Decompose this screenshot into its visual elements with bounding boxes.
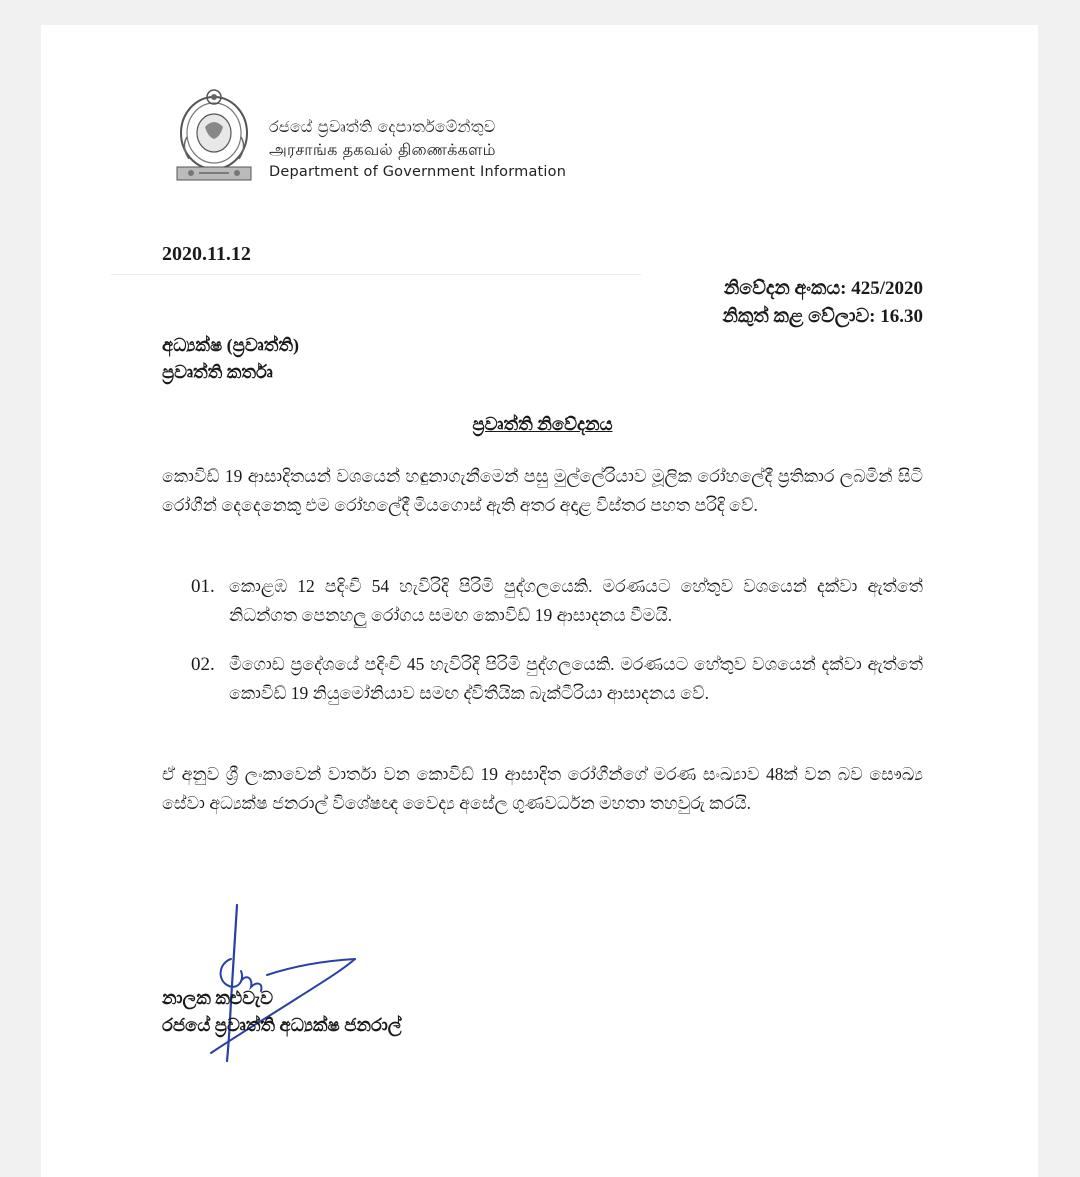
signatory-title: රජයේ ප්‍රවෘත්ති අධ්‍යක්ෂ ජනරාල් (162, 1015, 402, 1035)
sri-lanka-emblem-icon (175, 87, 253, 183)
signatory-block (162, 985, 402, 1039)
page-title (162, 414, 923, 435)
addressee-line-2: ප්‍රවෘත්ති කර්තෘ (162, 362, 273, 382)
issue-time: නිකුත් කළ වේලාව: 16.30 (722, 306, 923, 327)
closing-paragraph: ඒ අනුව ශ්‍රී ලංකාවෙන් වාර්තා වන කොවිඩ් 19 ආසාදිත රෝගීන්ගේ මරණ සංඛ්‍යාව 48ක් වන බව සෞඛ්‍ය සේවා අධ්‍යක්ෂ ජනරාල් විශේෂඥ වෛද්‍ය අසේල ගුණවර්ධන මහතා තහවුරු කරයි. (162, 764, 923, 813)
divider (111, 274, 641, 275)
letterhead (175, 87, 635, 187)
document-page (41, 25, 1038, 1177)
list-item-number: 01. (191, 576, 215, 597)
addressee-line-1: අධ්‍යක්ෂ (ප්‍රවෘත්ති) (162, 335, 299, 355)
letterhead-english: Department of Government Information (269, 164, 567, 180)
letterhead-sinhala: රජයේ ප්‍රවෘත්ති දෙපාර්තමේන්තුව (269, 117, 496, 136)
list-item-text: කොළඹ 12 පදිංචි 54 හැවිරිදි පිරිමි පුද්ගලයෙකි. මරණයට හේතුව වශයෙන් දක්වා ඇත්තේ නිධන්ගත පෙනහලු රෝගය සමඟ කොවිඩ් 19 ආසාදනය වීමයි. (229, 576, 923, 625)
release-number: නිවේදන අංකය: 425/2020 (723, 278, 923, 299)
signatory-name: නාලක කළුවැව (162, 988, 274, 1008)
letterhead-tamil: அரசாங்க தகவல் திணைக்களம் (269, 140, 496, 159)
list-item (191, 572, 923, 630)
list-item-text: මීගොඩ ප්‍රදේශයේ පදිංචි 45 හැවිරිදි පිරිමි පුද්ගලයෙකි. මරණයට හේතුව වශයෙන් දක්වා ඇත්තේ කොවිඩ් 19 නියුමෝනියාව සමඟ ද්විතීයික බැක්ටීරියා ආසාදනය වේ. (229, 654, 923, 703)
page-title-text: ප්‍රවෘත්ති නිවේදනය (472, 414, 613, 434)
list-item (191, 650, 923, 708)
addressee-block (162, 332, 299, 386)
letterhead-text (269, 115, 566, 184)
intro-paragraph: කොවිඩ් 19 ආසාදිතයන් වශයෙන් හඳුනාගැනීමෙන් පසු මුල්ලේරියාව මූලික රෝහලේදී ප්‍රතිකාර ලබමින් සිටි රෝගීන් දෙදෙනෙකු එම රෝහලේදී මියගොස් ඇති අතර අදාළ විස්තර පහත පරිදි වේ. (162, 466, 923, 515)
document-date: 2020.11.12 (162, 243, 251, 265)
list-item-number: 02. (191, 654, 215, 675)
reference-block (722, 275, 923, 331)
